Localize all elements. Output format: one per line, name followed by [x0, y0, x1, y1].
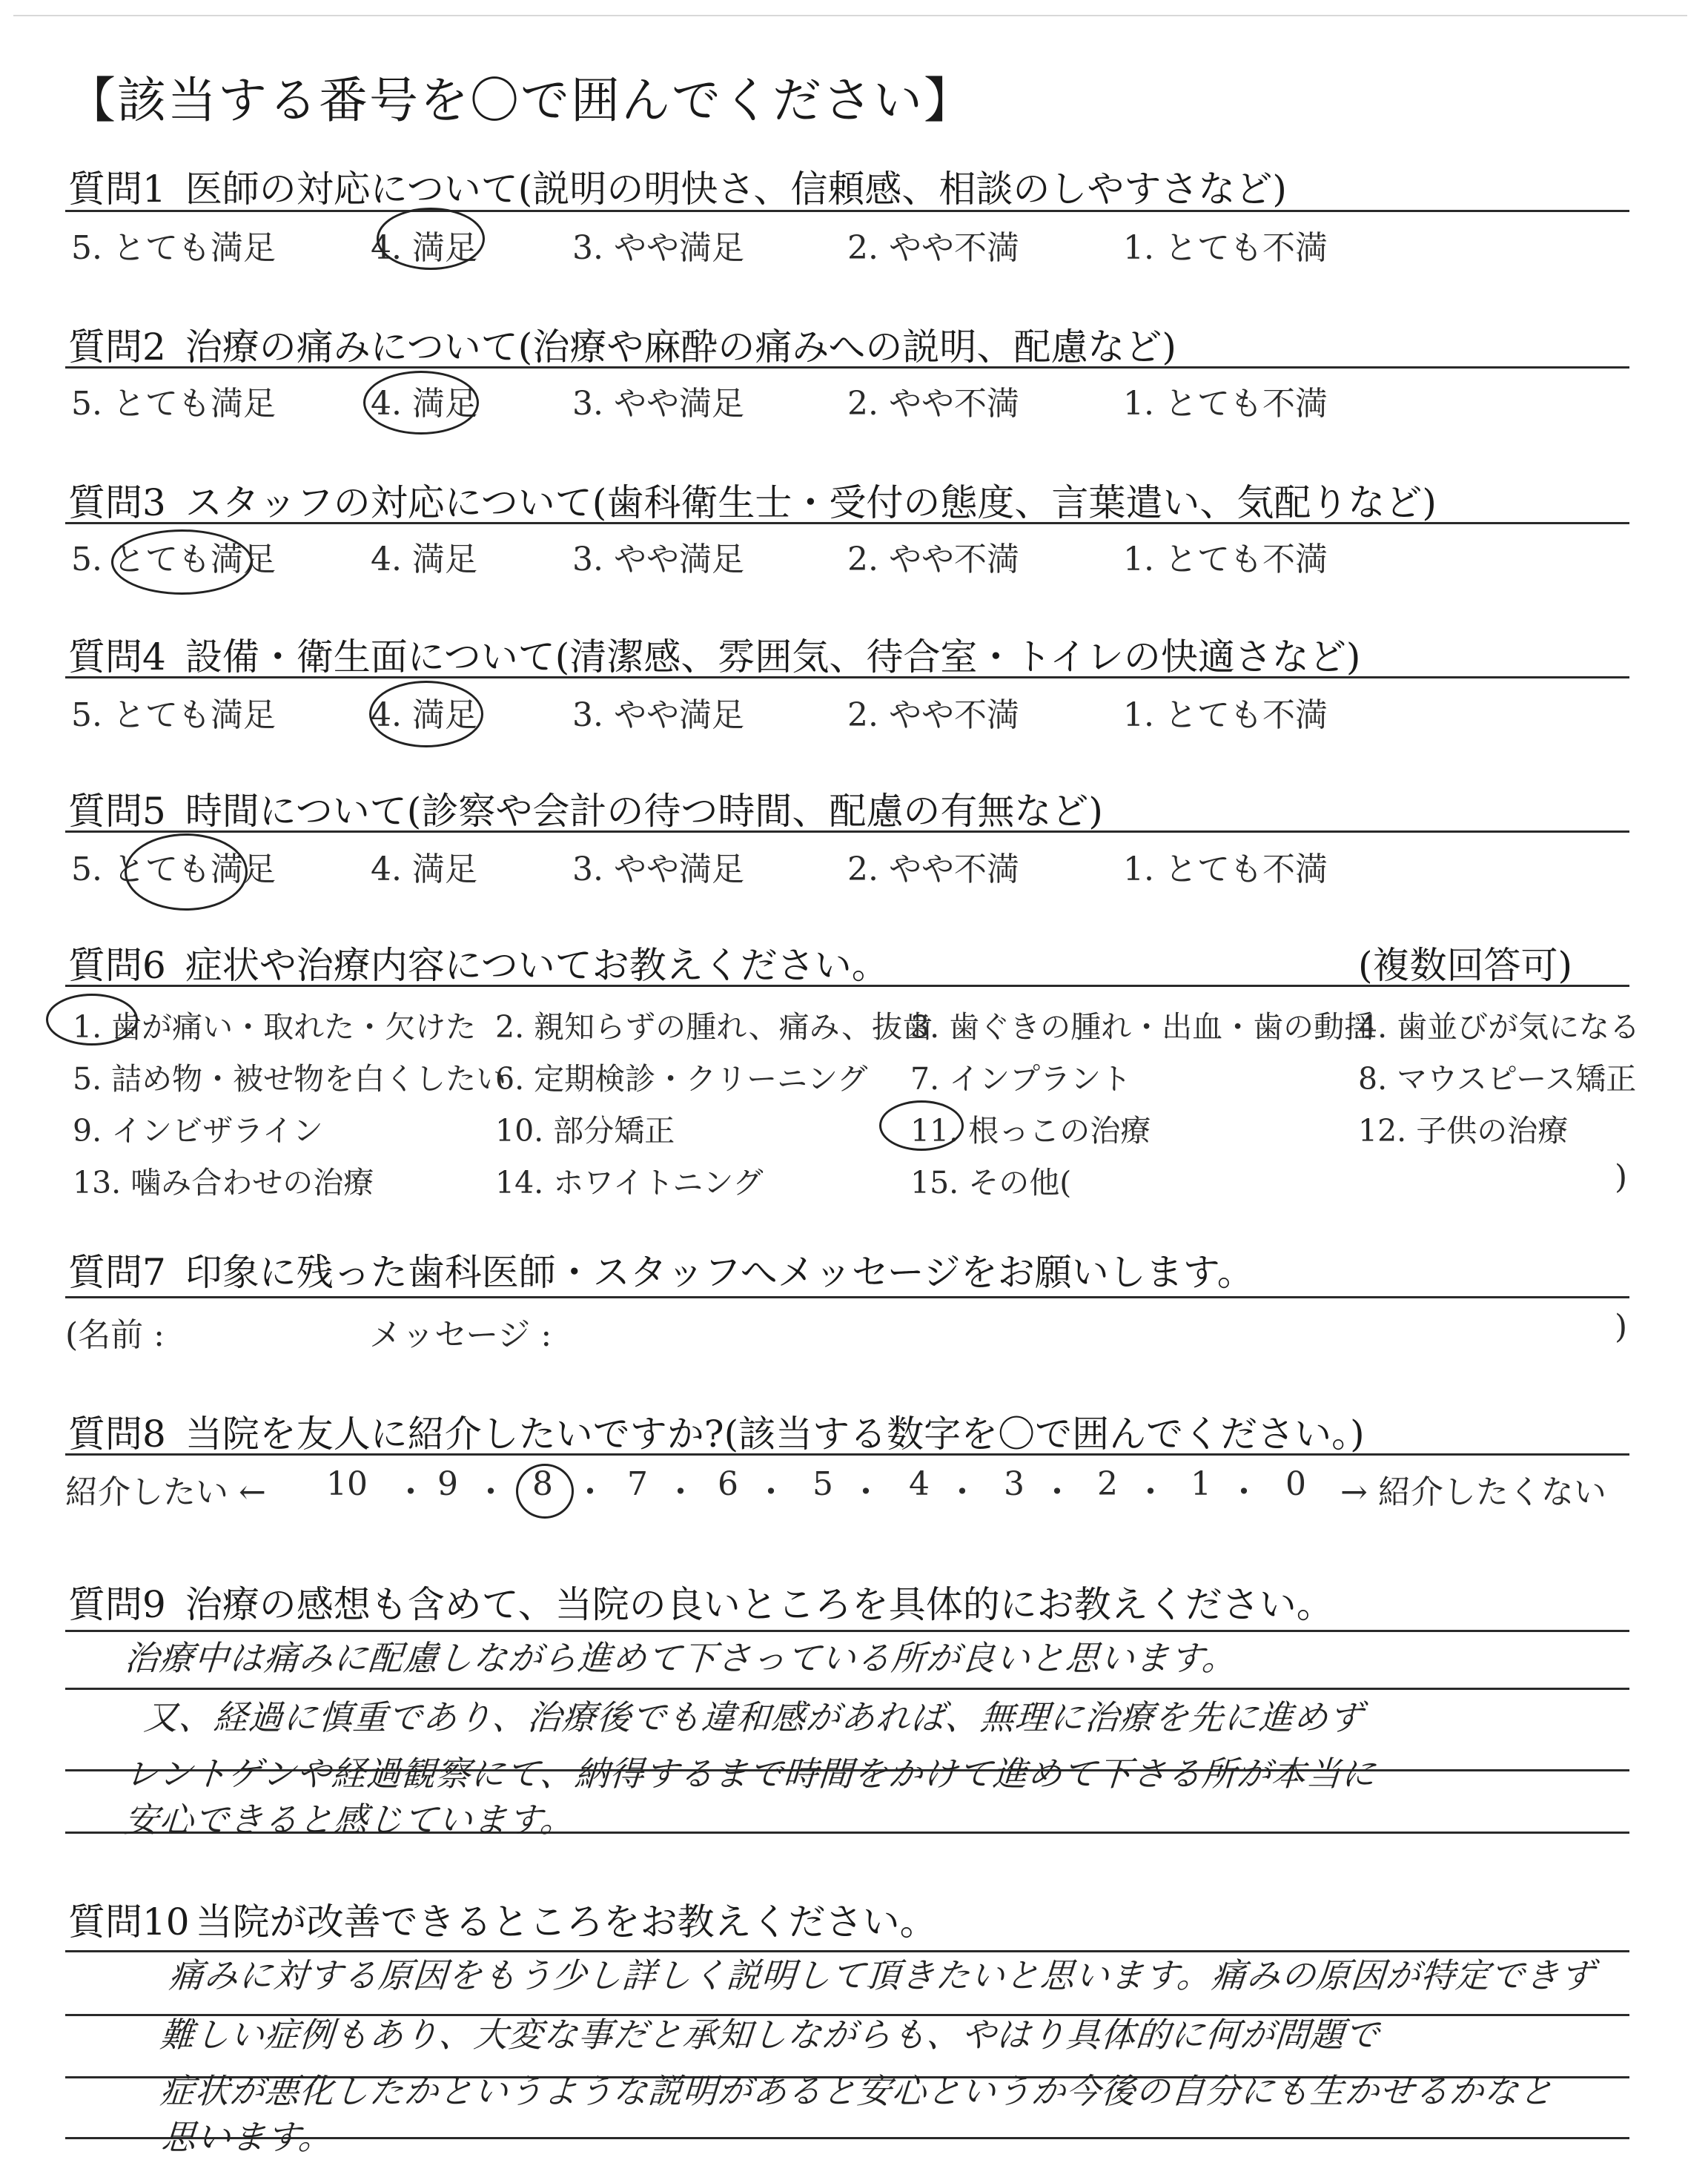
handwritten-answer-line: 難しい症例もあり、大変な事だと承知しながらも、やはり具体的に何が問題で	[159, 2015, 1381, 2055]
scale-value[interactable]: 9	[437, 1465, 458, 1503]
handwritten-answer-line: 安心できると感じています。	[123, 1800, 577, 1840]
option-5[interactable]: 5. とても満足	[71, 541, 276, 578]
scale-dot: ・	[755, 1473, 787, 1511]
answer-rule	[65, 1453, 1629, 1456]
symptom-option[interactable]: 5. 詰め物・被せ物を白くしたい	[73, 1061, 507, 1097]
symptom-option[interactable]: 9. インビザライン	[73, 1113, 323, 1149]
option-3[interactable]: 3. やや満足	[572, 229, 744, 267]
option-4[interactable]: 4. 満足	[371, 696, 477, 734]
symptom-option[interactable]: 8. マウスピース矯正	[1358, 1061, 1637, 1097]
symptom-option[interactable]: 10. 部分矯正	[495, 1113, 675, 1149]
question-heading	[68, 1404, 1365, 1458]
question-label: 質問2	[68, 326, 166, 369]
hand-drawn-circle-mark	[879, 1100, 964, 1151]
scale-value[interactable]: 1	[1191, 1465, 1211, 1503]
scale-dot: ・	[1134, 1473, 1167, 1511]
hand-drawn-circle-mark	[111, 529, 253, 595]
question-label: 質問10	[68, 1900, 190, 1943]
option-1[interactable]: 1. とても不満	[1123, 229, 1328, 267]
question-text: スタッフの対応について(歯科衛生士・受付の態度、言葉遣い、気配りなど)	[185, 481, 1437, 524]
option-4[interactable]: 4. 満足	[371, 385, 477, 423]
handwritten-answer-line: 痛みに対する原因をもう少し詳しく説明して頂きたいと思います。痛みの原因が特定できず	[168, 1955, 1597, 1995]
scale-dot: ・	[1228, 1473, 1260, 1511]
question-label: 質問4	[68, 635, 166, 678]
option-4[interactable]: 4. 満足	[371, 851, 477, 888]
hand-drawn-circle-mark	[377, 208, 485, 270]
other-close-paren: )	[1615, 1158, 1628, 1196]
question-heading	[68, 1243, 1254, 1296]
message-label: メッセージ :	[369, 1316, 552, 1354]
option-2[interactable]: 2. やや不満	[847, 851, 1019, 888]
option-2[interactable]: 2. やや不満	[847, 385, 1019, 423]
name-label: (名前 :	[65, 1316, 165, 1354]
scale-dot: ・	[474, 1473, 507, 1511]
answer-rule	[65, 1296, 1629, 1298]
answer-rule	[65, 210, 1629, 212]
symptom-option[interactable]: 4. 歯並びが気になる	[1358, 1009, 1641, 1045]
question-label: 質問9	[68, 1583, 166, 1626]
question-heading	[68, 782, 1103, 835]
scale-dot: ・	[394, 1473, 427, 1511]
recommend-right-label: → 紹介したくない	[1340, 1473, 1606, 1511]
symptom-option[interactable]: 2. 親知らずの腫れ、痛み、抜歯	[495, 1009, 933, 1045]
question-heading	[68, 473, 1437, 526]
option-3[interactable]: 3. やや満足	[572, 851, 744, 888]
answer-rule	[65, 985, 1629, 987]
scale-dot: ・	[946, 1473, 979, 1511]
scale-dot: ・	[1041, 1473, 1073, 1511]
close-paren: )	[1615, 1308, 1628, 1346]
answer-rule	[65, 676, 1629, 678]
scale-value[interactable]: 8	[532, 1465, 553, 1503]
scale-dot: ・	[574, 1473, 606, 1511]
handwritten-answer-line: 症状が悪化したかというような説明があると安心というか今後の自分にも生かせるかなと	[159, 2071, 1555, 2111]
top-border	[13, 15, 1687, 16]
question-label: 質問5	[68, 790, 166, 833]
hand-drawn-circle-mark	[363, 371, 479, 435]
question-text: 設備・衛生面について(清潔感、雰囲気、待合室・トイレの快適さなど)	[185, 635, 1361, 678]
question-text: 症状や治療内容についてお教えください。	[185, 944, 889, 987]
question-text: 当院が改善できるところをお教えください。	[195, 1900, 937, 1943]
scale-value[interactable]: 10	[326, 1465, 368, 1503]
answer-rule	[65, 1688, 1629, 1690]
option-3[interactable]: 3. やや満足	[572, 696, 744, 734]
option-2[interactable]: 2. やや不満	[847, 541, 1019, 578]
scale-value[interactable]: 0	[1285, 1465, 1306, 1503]
question-text: 医師の対応について(説明の明快さ、信頼感、相談のしやすさなど)	[185, 168, 1287, 211]
option-4[interactable]: 4. 満足	[371, 229, 477, 267]
scale-value[interactable]: 5	[812, 1465, 833, 1503]
answer-rule	[65, 366, 1629, 369]
handwritten-answer-line: 治療中は痛みに配慮しながら進めて下さっている所が良いと思います。	[123, 1638, 1239, 1678]
question-heading	[68, 936, 889, 989]
recommend-left-label: 紹介したい ←	[65, 1473, 266, 1511]
symptom-option[interactable]: 6. 定期検診・クリーニング	[495, 1061, 868, 1097]
question-text: 時間について(診察や会計の待つ時間、配慮の有無など)	[185, 790, 1103, 833]
option-2[interactable]: 2. やや不満	[847, 696, 1019, 734]
hand-drawn-circle-mark	[125, 833, 248, 911]
option-1[interactable]: 1. とても不満	[1123, 385, 1328, 423]
page-title: 【該当する番号を〇で囲んでください】	[67, 72, 974, 129]
symptom-option[interactable]: 15. その他(	[910, 1165, 1072, 1200]
question-text: 印象に残った歯科医師・スタッフへメッセージをお願いします。	[185, 1251, 1254, 1294]
question-heading	[68, 627, 1360, 681]
scale-value[interactable]: 4	[909, 1465, 930, 1503]
scale-value[interactable]: 2	[1097, 1465, 1118, 1503]
symptom-option[interactable]: 12. 子供の治療	[1358, 1113, 1569, 1149]
multiple-answers-note: (複数回答可)	[1358, 944, 1573, 987]
scale-dot: ・	[850, 1473, 882, 1511]
option-2[interactable]: 2. やや不満	[847, 229, 1019, 267]
hand-drawn-circle-mark	[46, 994, 138, 1046]
question-heading	[68, 159, 1287, 213]
scale-value[interactable]: 3	[1004, 1465, 1025, 1503]
option-5[interactable]: 5. とても満足	[71, 385, 276, 423]
handwritten-answer-line: レントゲンや経過観察にて、納得するまで時間をかけて進めて下さる所が本当に	[123, 1754, 1378, 1794]
question-heading	[68, 317, 1176, 371]
answer-rule	[65, 830, 1629, 833]
scale-value[interactable]: 6	[718, 1465, 738, 1503]
question-text: 当院を友人に紹介したいですか?(該当する数字を〇で囲んでください。)	[185, 1413, 1365, 1456]
handwritten-answer-line: 又、経過に慎重であり、治療後でも違和感があれば、無理に治療を先に進めず	[142, 1697, 1365, 1737]
question-label: 質問7	[68, 1251, 166, 1294]
scale-value[interactable]: 7	[627, 1465, 648, 1503]
option-5[interactable]: 5. とても満足	[71, 696, 276, 734]
question-text: 治療の痛みについて(治療や麻酔の痛みへの説明、配慮など)	[185, 326, 1176, 369]
symptom-option[interactable]: 11. 根っこの治療	[910, 1113, 1151, 1149]
question-heading	[68, 1575, 1334, 1628]
question-label: 質問3	[68, 481, 166, 524]
option-1[interactable]: 1. とても不満	[1123, 851, 1328, 888]
question-label: 質問6	[68, 944, 166, 987]
question-text: 治療の感想も含めて、当院の良いところを具体的にお教えください。	[185, 1583, 1334, 1626]
scale-dot: ・	[664, 1473, 697, 1511]
symptom-option[interactable]: 7. インプラント	[910, 1061, 1132, 1097]
option-1[interactable]: 1. とても不満	[1123, 696, 1328, 734]
question-label: 質問1	[68, 168, 166, 211]
option-5[interactable]: 5. とても満足	[71, 851, 276, 888]
hand-drawn-circle-mark	[516, 1464, 574, 1519]
question-label: 質問8	[68, 1413, 166, 1456]
answer-rule	[65, 522, 1629, 524]
symptom-option[interactable]: 1. 歯が痛い・取れた・欠けた	[73, 1009, 477, 1045]
option-5[interactable]: 5. とても満足	[71, 229, 276, 267]
hand-drawn-circle-mark	[369, 681, 483, 747]
option-4[interactable]: 4. 満足	[371, 541, 477, 578]
symptom-option[interactable]: 3. 歯ぐきの腫れ・出血・歯の動揺	[910, 1009, 1375, 1045]
question-heading	[68, 1892, 937, 1946]
option-3[interactable]: 3. やや満足	[572, 541, 744, 578]
option-1[interactable]: 1. とても不満	[1123, 541, 1328, 578]
symptom-option[interactable]: 13. 噛み合わせの治療	[73, 1165, 374, 1200]
handwritten-answer-line: 思います。	[160, 2117, 335, 2157]
option-3[interactable]: 3. やや満足	[572, 385, 744, 423]
symptom-option[interactable]: 14. ホワイトニング	[495, 1165, 764, 1200]
